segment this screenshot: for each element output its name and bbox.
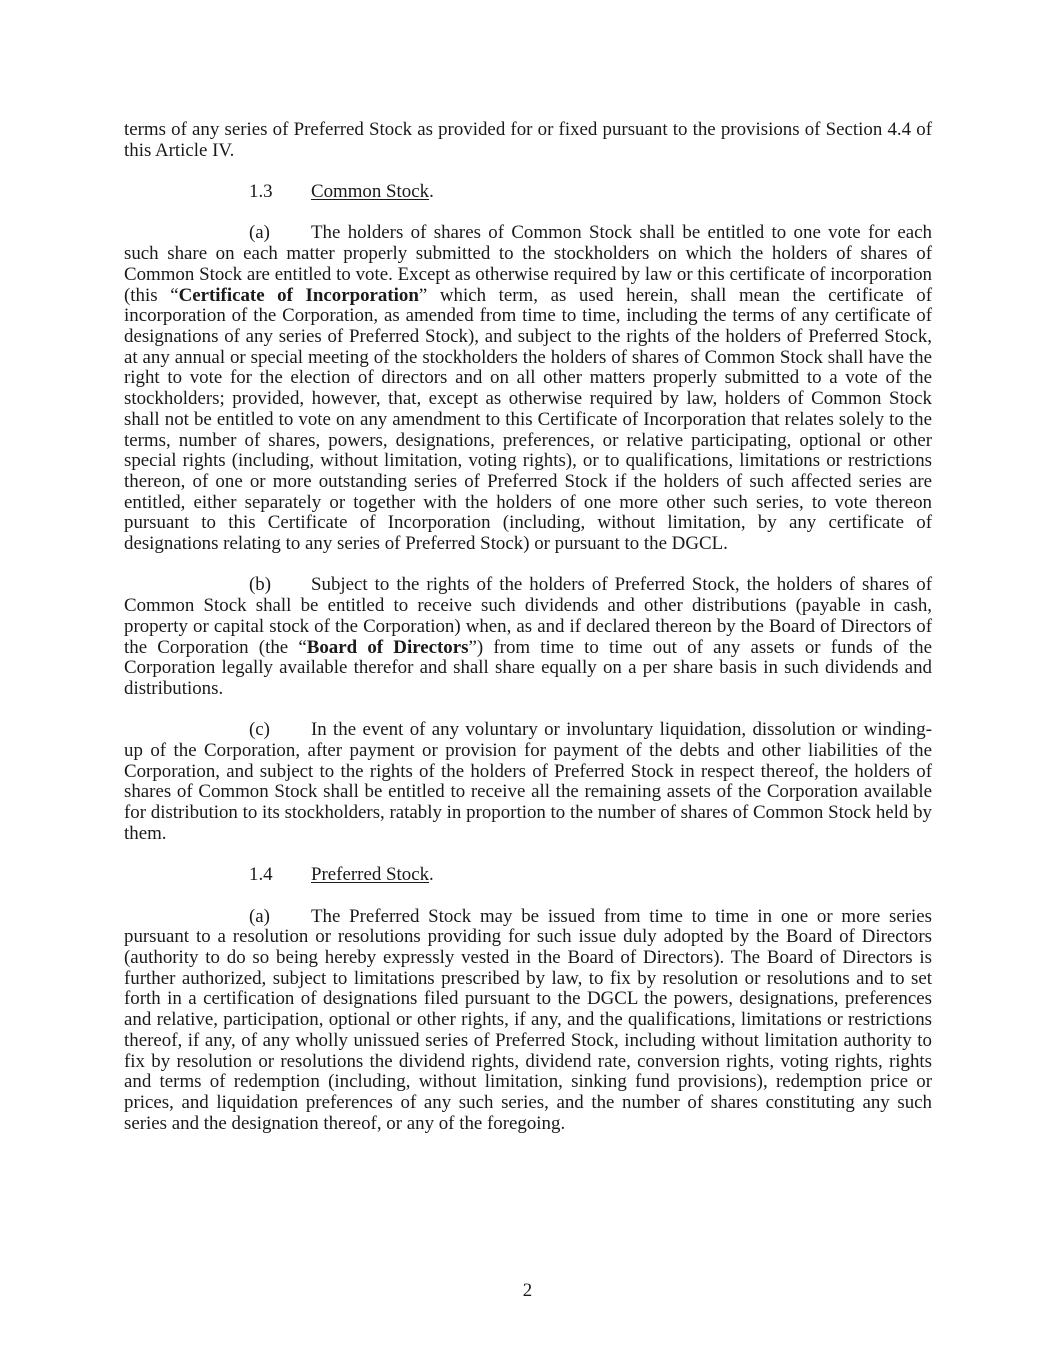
defined-term: Certificate of Incorporation: [178, 284, 419, 306]
clause-text: The holders of shares of Common Stock shall be entitled to one vote for each such share on each matter properly submitted to the stockholders on which the holders of shares of Common Stock are entitled to vote. Except as otherwise required by law or this certificate of incorporation (this “: [124, 222, 932, 306]
section-title: Preferred Stock: [311, 864, 430, 886]
clause-label: (a): [249, 905, 270, 927]
section-1-3-c-paragraph: [124, 720, 932, 844]
section-number: 1.3: [249, 181, 273, 203]
section-number: 1.4: [249, 864, 273, 886]
clause-label: (c): [249, 719, 270, 741]
intro-text: terms of any series of Preferred Stock as provided for or fixed pursuant to the provisions of Section 4.4 of this Article IV.: [124, 119, 932, 161]
defined-term: Board of Directors: [306, 636, 469, 658]
intro-paragraph: [124, 120, 932, 161]
section-1-3-heading: [124, 182, 932, 203]
clause-text: ”) from time to time out of any assets or funds of the Corporation legally available therefor and shall share equally on a per share basis in such dividends and distributions.: [124, 636, 932, 699]
section-1-3-a-paragraph: [124, 223, 932, 554]
clause-text: The Preferred Stock may be issued from time to time in one or more series pursuant to a resolution or resolutions providing for such issue duly adopted by the Board of Directors (authority to do so being hereby expressly vested in the Board of Directors). The Board of Directors is further authorized, subject to limitations prescribed by law, to fix by resolution or resolutions and to set forth in a certification of designations filed pursuant to the DGCL the powers, designations, preferences and relative, participation, optional or other rights, if any, and the qualifications, limitations or restrictions thereof, if any, of any wholly unissued series of Preferred Stock, including without limitation authority to fix by resolution or resolutions the dividend rights, dividend rate, conversion rights, voting rights, rights and terms of redemption (including, without limitation, sinking fund provisions), redemption price or prices, and liquidation preferences of any such series, and the number of shares constituting any such series and the designation thereof, or any of the foregoing.: [124, 905, 932, 1134]
section-title: Common Stock: [311, 181, 430, 203]
clause-text: In the event of any voluntary or involuntary liquidation, dissolution or winding-up of the Corporation, after payment or provision for payment of the debts and other liabilities of the Corporation, and subject to the rights of the holders of Preferred Stock in respect thereof, the holders of shares of Common Stock shall be entitled to receive all the remaining assets of the Corporation available for distribution to its stockholders, ratably in proportion to the number of shares of Common Stock held by them.: [124, 719, 932, 844]
clause-text: ” which term, as used herein, shall mean the certificate of incorporation of the Corporation, as amended from time to time, including the terms of any certificate of designations of any series of Preferred Stock), and subject to the rights of the holders of Preferred Stock, at any annual or special meeting of the stockholders the holders of shares of Common Stock shall have the right to vote for the election of directors and on all other matters properly submitted to a vote of the stockholders; provided, however, that, except as otherwise required by law, holders of Common Stock shall not be entitled to vote on any amendment to this Certificate of Incorporation that relates solely to the terms, number of shares, powers, designations, preferences, or relative participating, optional or other special rights (including, without limitation, voting rights), or to qualifications, limitations or restrictions thereon, of one or more outstanding series of Preferred Stock if the holders of such affected series are entitled, either separately or together with the holders of one more other such series, to vote thereon pursuant to this Certificate of Incorporation (including, without limitation, by any certificate of designations relating to any series of Preferred Stock) or pursuant to the DGCL.: [124, 284, 932, 555]
section-1-4-heading: [124, 865, 932, 886]
clause-label: (b): [249, 574, 272, 596]
section-title-suffix: .: [429, 181, 434, 203]
section-1-4-a-paragraph: [124, 907, 932, 1135]
clause-label: (a): [249, 222, 270, 244]
document-page: [124, 120, 932, 1134]
page-number: 2: [522, 1280, 533, 1301]
section-title-suffix: .: [429, 864, 434, 886]
section-1-3-b-paragraph: [124, 575, 932, 699]
clause-text: Subject to the rights of the holders of Preferred Stock, the holders of shares of Common Stock shall be entitled to receive such dividends and other distributions (payable in cash, property or capital stock of the Corporation) when, as and if declared thereon by the Board of Directors of the Corporation (the “: [124, 574, 932, 658]
